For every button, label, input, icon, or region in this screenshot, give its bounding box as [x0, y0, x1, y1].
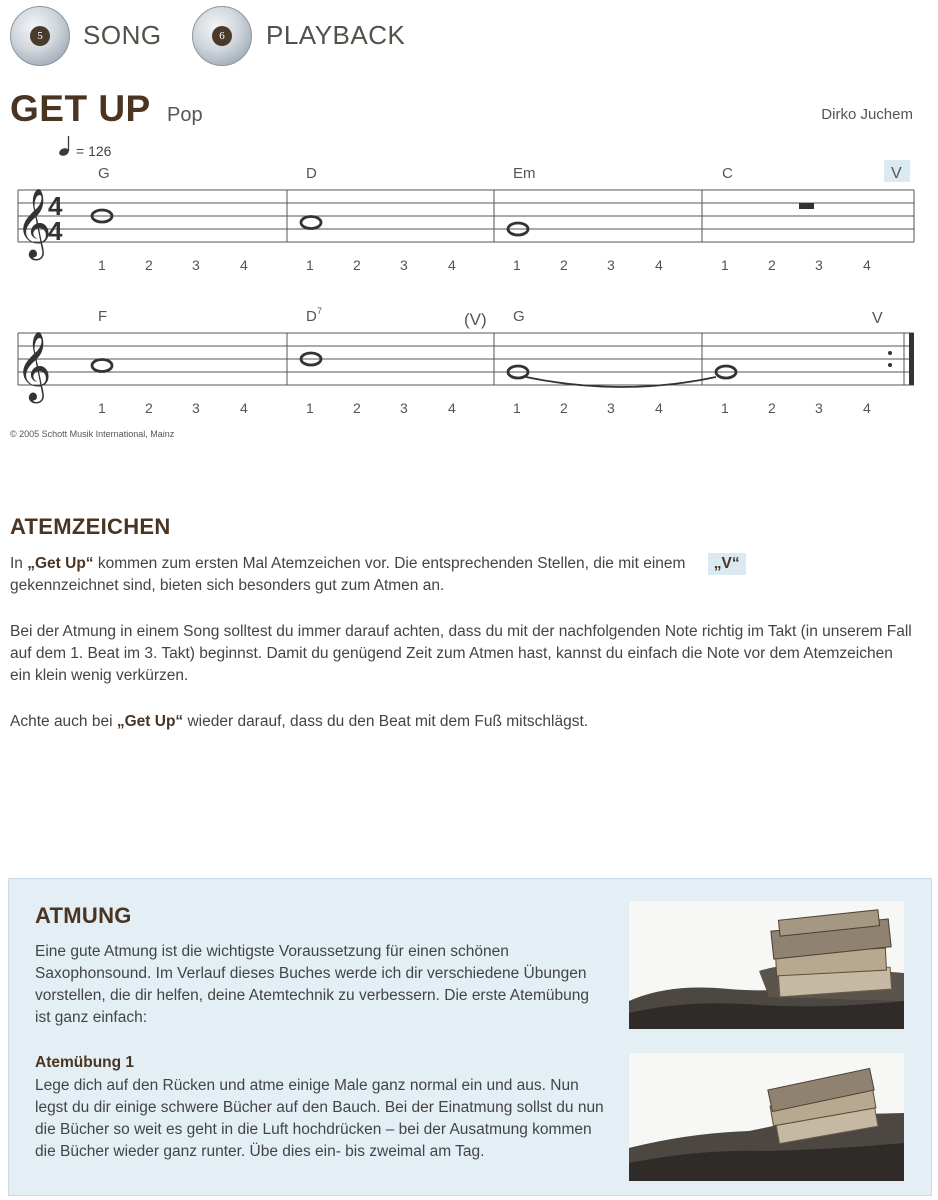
svg-text:2: 2	[145, 400, 153, 416]
breath-mark: V	[891, 165, 902, 182]
svg-text:3: 3	[815, 257, 823, 273]
tempo-marking	[58, 136, 112, 159]
sheet-music	[0, 135, 938, 425]
cd-track-number: 5	[30, 26, 50, 46]
svg-text:2: 2	[560, 400, 568, 416]
svg-text:1: 1	[98, 400, 106, 416]
optional-breath-mark: (V)	[464, 310, 487, 329]
cd-track-number: 6	[212, 26, 232, 46]
atmung-heading: ATMUNG	[35, 903, 132, 928]
chord-symbol: D	[306, 165, 317, 182]
song-title: GET UP	[10, 88, 151, 129]
svg-text:4: 4	[448, 257, 456, 273]
whole-note	[301, 217, 321, 229]
cd-track-5-icon	[10, 6, 70, 66]
time-signature-bottom: 4	[48, 216, 63, 246]
svg-text:4: 4	[655, 257, 663, 273]
svg-text:4: 4	[240, 257, 248, 273]
beat-counts	[98, 257, 871, 273]
playback-label: PLAYBACK	[266, 20, 406, 50]
svg-text:1: 1	[513, 257, 521, 273]
repeat-dot	[888, 351, 892, 355]
svg-text:1: 1	[98, 257, 106, 273]
composer: Dirko Juchem	[821, 106, 913, 123]
repeat-dot	[888, 363, 892, 367]
svg-text:1: 1	[306, 400, 314, 416]
chord-symbol: G	[513, 308, 525, 325]
atmung-panel	[8, 878, 932, 1196]
chord-symbol: G	[98, 165, 110, 182]
chord-symbol: C	[722, 165, 733, 182]
treble-clef-icon: 𝄞	[16, 332, 52, 399]
staff-line-2	[16, 306, 914, 416]
svg-text:2: 2	[768, 257, 776, 273]
tempo-text: = 126	[76, 143, 112, 159]
svg-text:3: 3	[192, 400, 200, 416]
exercise-title: Atemübung 1	[35, 1054, 135, 1071]
svg-text:4: 4	[863, 400, 871, 416]
chord-symbol: D	[306, 308, 317, 325]
svg-text:4: 4	[655, 400, 663, 416]
svg-text:2: 2	[353, 257, 361, 273]
atemzeichen-paragraph-2: Bei der Atmung in einem Song solltest du immer darauf achten, dass du mit der nachfolgenden Note richtig im Takt (in unserem Fall auf dem 1. Beat im 3. Takt) beginnst. Damit du genügend Zeit zum Atmen hast, kannst du einfach die Note vor dem Atemzeichen ein klein wenig verkürzen.	[10, 623, 912, 684]
final-barline	[909, 333, 914, 385]
svg-text:3: 3	[400, 257, 408, 273]
books-raised-image	[629, 1053, 904, 1181]
svg-text:3: 3	[607, 400, 615, 416]
svg-text:2: 2	[560, 257, 568, 273]
svg-text:2: 2	[768, 400, 776, 416]
time-signature-top: 4	[48, 191, 63, 221]
whole-rest	[799, 203, 814, 209]
chord-symbol: Em	[513, 165, 536, 182]
copyright: © 2005 Schott Musik International, Mainz	[10, 429, 175, 439]
staff-line-1	[16, 160, 914, 273]
svg-text:1: 1	[306, 257, 314, 273]
svg-text:4: 4	[240, 400, 248, 416]
svg-text:2: 2	[145, 257, 153, 273]
beat-counts	[98, 400, 871, 416]
atemzeichen-heading: ATEMZEICHEN	[10, 514, 171, 539]
svg-text:1: 1	[721, 257, 729, 273]
svg-text:3: 3	[400, 400, 408, 416]
svg-text:4: 4	[863, 257, 871, 273]
chord-superscript: 7	[317, 306, 323, 316]
breath-mark: V	[872, 310, 883, 327]
chord-symbol: F	[98, 308, 108, 325]
books-on-belly-photo	[629, 901, 904, 1029]
svg-text:1: 1	[721, 400, 729, 416]
whole-note	[92, 360, 112, 372]
atemzeichen-paragraph-1: In „Get Up“ kommen zum ersten Mal Atemzeichen vor. Die entsprechenden Stellen, die mit einem „V“ gekennzeichnet sind, bieten sich besonders gut zum Atmen an.	[10, 553, 915, 597]
books-on-belly-image	[629, 901, 904, 1029]
svg-text:4: 4	[448, 400, 456, 416]
svg-text:3: 3	[192, 257, 200, 273]
song-label: SONG	[83, 20, 162, 50]
treble-clef-icon: 𝄞	[16, 189, 52, 256]
breath-mark-example: „V“	[708, 553, 746, 575]
atemzeichen-paragraph-3: Achte auch bei „Get Up“ wieder darauf, dass du den Beat mit dem Fuß mitschlägst.	[10, 713, 589, 730]
svg-text:3: 3	[815, 400, 823, 416]
svg-text:1: 1	[513, 400, 521, 416]
atmung-intro: Eine gute Atmung ist die wichtigste Voraussetzung für einen schönen Saxophonsound. Im Verlauf dieses Buches werde ich dir verschiedene Übungen vorstellen, die dir helfen, deine Atemtechnik zu verbessern. Die erste Atemübung ist ganz einfach:	[35, 943, 590, 1026]
svg-text:3: 3	[607, 257, 615, 273]
exercise-text: Lege dich auf den Rücken und atme einige Male ganz normal ein und aus. Nun legst du dir einige schwere Bücher auf den Bauch. Bei der Einatmung sollst du nun die Bücher so weit es geht in die Luft hochdrücken – bei der Ausatmung kommen die Bücher wieder ganz runter. Übe dies ein- bis zweimal am Tag.	[35, 1077, 604, 1160]
books-raised-photo	[629, 1053, 904, 1181]
svg-text:2: 2	[353, 400, 361, 416]
song-genre: Pop	[167, 104, 203, 126]
cd-track-6-icon	[192, 6, 252, 66]
